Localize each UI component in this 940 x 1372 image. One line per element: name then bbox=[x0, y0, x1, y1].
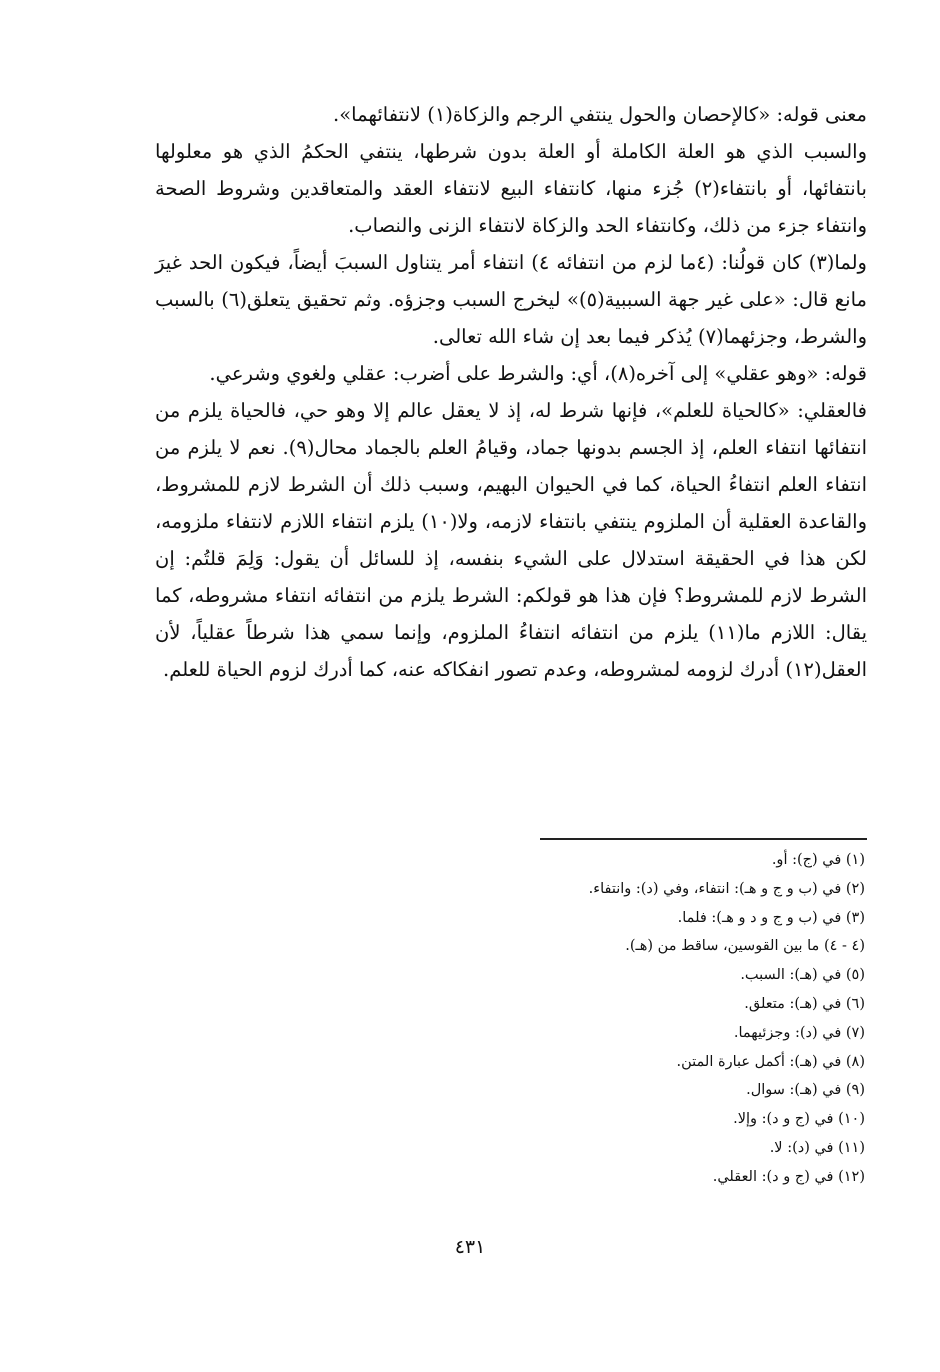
paragraph-2: والسبب الذي هو العلة الكاملة أو العلة بدون شرطها، ينتفي الحكمُ الذي هو معلولها بانتفائها، أو بانتفاء(٢) جُزء منها، كانتفاء البيع لانتفاء العقد والمتعاقدين وشروط الصحة وانتفاء جزء من ذلك، وكانتفاء الحد والزكاة لانتفاء الزنى والنصاب. bbox=[155, 140, 867, 237]
footnote-3: (٣) في (ب و ج و د و هـ): فلما. bbox=[677, 909, 865, 926]
paragraph-1: معنى قوله: «كالإحصان والحول ينتفي الرجم والزكاة(١) لانتفائهما». bbox=[333, 103, 867, 126]
footnote-7: (٧) في (د): وجزئيهما. bbox=[733, 1024, 865, 1041]
footnote-1: (١) في (ج): أو. bbox=[771, 852, 865, 868]
footnote-8: (٨) في (هـ): أكمل عبارة المتن. bbox=[676, 1053, 865, 1070]
footnote-11: (١١) في (د): لا. bbox=[769, 1139, 865, 1156]
footnote-separator bbox=[540, 838, 867, 840]
page-number: ٤٣١ bbox=[454, 1236, 486, 1258]
footnote-12: (١٢) في (ج و د): العقلي. bbox=[712, 1168, 865, 1185]
footnote-10: (١٠) في (ج و د): وإلا. bbox=[733, 1111, 865, 1128]
paragraph-5: فالعقلي: «كالحياة للعلم»، فإنها شرط له، إذ لا يعقل عالم إلا وهو حي، فالحياة يلزم من انتفائها انتفاء العلم، إذ الجسم بدونها جماد، وقيامُ العلم بالجماد محال(٩). نعم لا يلزم من انتفاء العلم انتفاءُ الحياة، كما في الحيوان البهيم، وسبب ذلك أن الشرط لازم للمشروط، والقاعدة العقلية أن الملزوم ينتفي بانتفاء لازمه، ولا(١٠) يلزم انتفاء اللازم لانتفاء ملزومه، لكن هذا في الحقيقة استدلال على الشيء بنفسه، إذ للسائل أن يقول: وَلِمَ قلتُم: إن الشرط لازم للمشروط؟ فإن هذا هو قولكم: الشرط يلزم من انتفائه انتفاء مشروطه، كما يقال: اللازم ما(١١) يلزم من انتفائه انتفاءُ الملزوم، وإنما سمي هذا شرطاً عقلياً، لأن العقل(١٢) أدرك لزومه لمشروطه، وعدم تصور انفكاكه عنه، كما أدرك لزوم الحياة للعلم. bbox=[155, 399, 867, 681]
footnote-2: (٢) في (ب و ج و هـ): انتفاء، وفي (د): وانتفاء. bbox=[588, 880, 865, 897]
footnote-5: (٥) في (هـ): السبب. bbox=[740, 967, 865, 984]
main-text bbox=[155, 96, 867, 688]
paragraph-3: ولما(٣) كان قولُنا: (٤ما لزم من انتفائه ٤) انتفاء أمر يتناول السببَ أيضاً، فيكون الحد غيرَ مانع قال: «على غير جهة السببية(٥)» ليخرج السبب وجزؤه. وثم تحقيق يتعلق(٦) بالسبب والشرط، وجزئهما(٧) يُذكر فيما بعد إن شاء الله تعالى. bbox=[155, 251, 867, 348]
footnote-9: (٩) في (هـ): سوال. bbox=[746, 1082, 865, 1099]
footnote-6: (٦) في (هـ): متعلق. bbox=[744, 995, 865, 1012]
footnote-4: (٤ - ٤) ما بين القوسين، ساقط من (هـ). bbox=[625, 938, 865, 955]
footnotes bbox=[415, 846, 865, 1192]
paragraph-4: قوله: «وهو عقلي» إلى آخره(٨)، أي: والشرط على أضرب: عقلي ولغوي وشرعي. bbox=[209, 362, 867, 385]
